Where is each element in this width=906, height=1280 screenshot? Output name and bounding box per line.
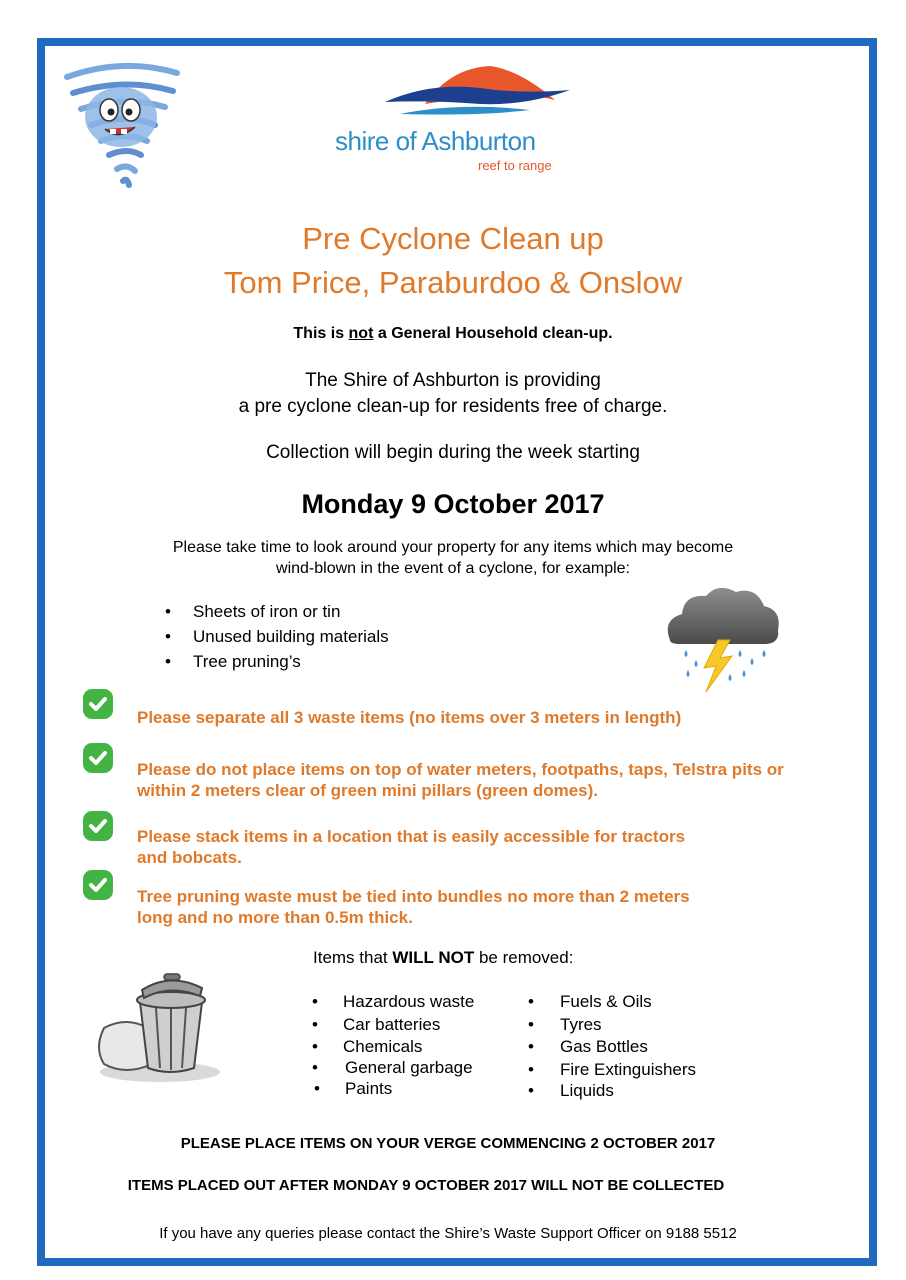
not-removed-text: Fuels & Oils xyxy=(560,992,652,1011)
cyclone-mascot-illustration xyxy=(55,55,190,190)
not-removed-text: Liquids xyxy=(560,1081,614,1100)
rule-line: and bobcats. xyxy=(137,848,242,867)
storm-cloud-illustration xyxy=(660,580,785,695)
heading-line-1: Pre Cyclone Clean up xyxy=(302,221,604,256)
notice-post: a General Household clean-up. xyxy=(373,325,613,342)
not-removed-text: Paints xyxy=(345,1079,393,1098)
hills-logo-icon xyxy=(330,60,580,130)
bullet-icon: • xyxy=(165,652,171,671)
rule-4 xyxy=(137,886,690,928)
rubbish-bin-illustration xyxy=(90,968,225,1083)
not-removed-text: Car batteries xyxy=(343,1015,441,1034)
rule-1 xyxy=(137,707,681,728)
checkmark-icon xyxy=(82,688,114,720)
bullet-icon: • xyxy=(312,1015,318,1034)
logo-tagline: reef to range xyxy=(478,158,552,173)
shire-logo xyxy=(330,60,580,180)
rule-line: within 2 meters clear of green mini pillars (green domes). xyxy=(137,781,599,800)
bullet-icon: • xyxy=(312,1037,318,1056)
bullet-icon: • xyxy=(165,627,171,646)
bullet-icon: • xyxy=(528,1015,534,1034)
rule-line: Please do not place items on top of water meters, footpaths, taps, Telstra pits or xyxy=(137,760,784,779)
checkmark-icon xyxy=(82,869,114,901)
not-removed-text: General garbage xyxy=(345,1058,473,1077)
bullet-icon: • xyxy=(528,992,534,1011)
not-removed-text: Hazardous waste xyxy=(343,992,475,1011)
not-removed-heading xyxy=(313,948,573,968)
rule-line: long and no more than 0.5m thick. xyxy=(137,908,413,927)
not-removed-text: Tyres xyxy=(560,1015,602,1034)
rule-3 xyxy=(137,826,685,868)
footer-deadline-notice: ITEMS PLACED OUT AFTER MONDAY 9 OCTOBER 2017 WILL NOT BE COLLECTED xyxy=(127,1177,725,1194)
bullet-icon: • xyxy=(314,1079,320,1098)
rule-line: Tree pruning waste must be tied into bundles no more than 2 meters xyxy=(137,887,690,906)
bullet-icon: • xyxy=(528,1037,534,1056)
intro-line-1: The Shire of Ashburton is providing xyxy=(305,370,601,391)
not-removed-text: Gas Bottles xyxy=(560,1037,648,1056)
bullet-icon: • xyxy=(528,1060,534,1079)
not-removed-text: Fire Extinguishers xyxy=(560,1060,697,1079)
footer-contact: If you have any queries please contact the Shire’s Waste Support Officer on 9188 5512 xyxy=(159,1225,737,1242)
notice-not: not xyxy=(348,325,374,342)
notice-pre: This is xyxy=(293,325,349,342)
intro-line-2: a pre cyclone clean-up for residents free of charge. xyxy=(238,396,668,417)
intro-line-3: Collection will begin during the week starting xyxy=(266,442,640,463)
example-text: Sheets of iron or tin xyxy=(193,602,341,621)
look-around-line-1: Please take time to look around your property for any items which may become xyxy=(172,539,734,556)
look-around-line-2: wind-blown in the event of a cyclone, for example: xyxy=(276,560,630,577)
heading-line-2: Tom Price, Paraburdoo & Onslow xyxy=(223,265,683,300)
rule-2 xyxy=(137,759,784,801)
checkmark-icon xyxy=(82,810,114,842)
bullet-icon: • xyxy=(528,1081,534,1100)
start-date: Monday 9 October 2017 xyxy=(301,489,605,519)
notice-text xyxy=(0,325,906,343)
not-removed-pre: Items that xyxy=(313,948,393,967)
rule-line: Please stack items in a location that is easily accessible for tractors xyxy=(137,827,686,846)
checkmark-icon xyxy=(82,742,114,774)
logo-name: shire of Ashburton xyxy=(335,126,536,156)
rule-line: Please separate all 3 waste items (no items over 3 meters in length) xyxy=(137,708,682,727)
footer-verge-notice: PLEASE PLACE ITEMS ON YOUR VERGE COMMENCING 2 OCTOBER 2017 xyxy=(180,1135,716,1152)
example-text: Unused building materials xyxy=(193,627,389,646)
bullet-icon: • xyxy=(312,1058,318,1077)
not-removed-post: be removed: xyxy=(474,948,574,967)
bullet-icon: • xyxy=(312,992,318,1011)
not-removed-text: Chemicals xyxy=(343,1037,423,1056)
bullet-icon: • xyxy=(165,602,171,621)
not-removed-bold: WILL NOT xyxy=(392,948,475,967)
example-text: Tree pruning’s xyxy=(193,652,301,671)
